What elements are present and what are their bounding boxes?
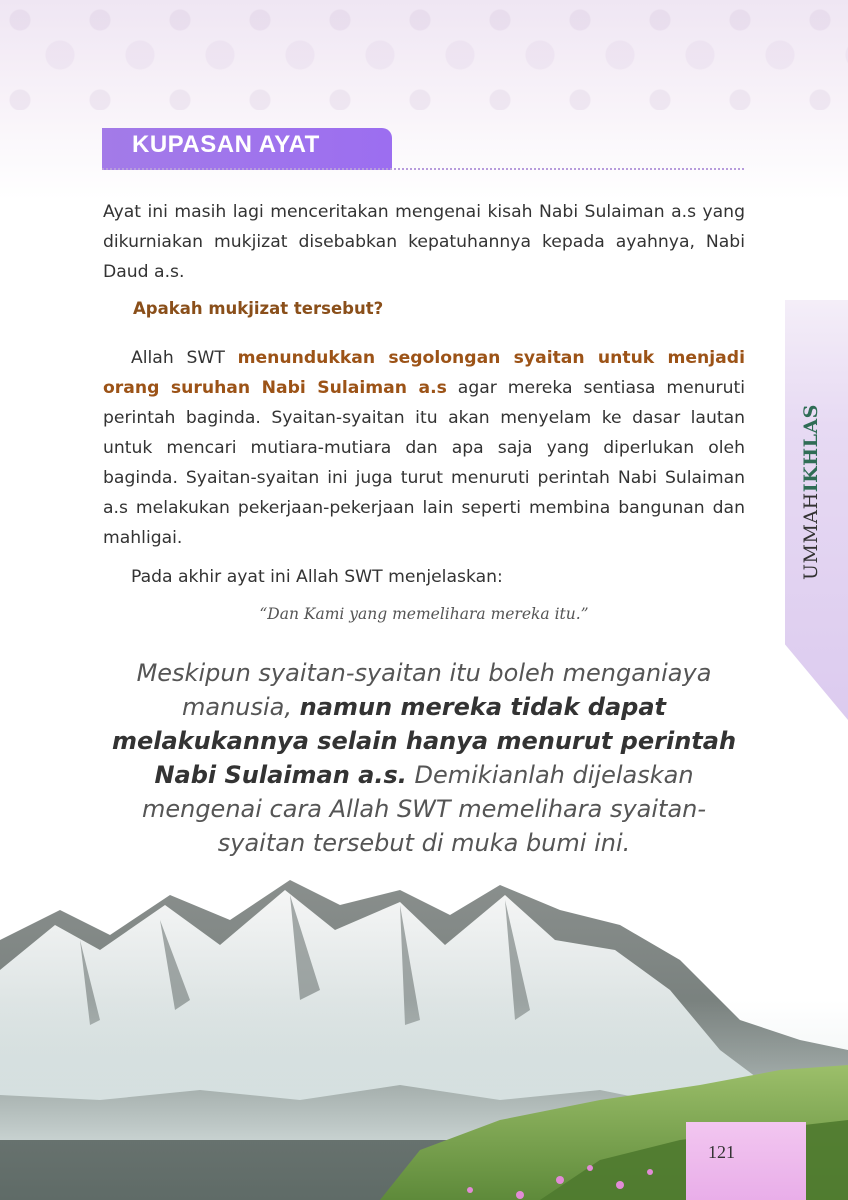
paragraph-intro: Ayat ini masih lagi menceritakan mengenai kisah Nabi Sulaiman a.s yang dikurniakan mukjizat disebabkan kepatuhannya kepada ayahnya, Nabi Daud a.s. — [103, 202, 745, 282]
section-title: KUPASAN AYAT — [132, 131, 320, 158]
callout-text — [100, 656, 748, 860]
paragraph-highlight: menundukkan segolongan syaitan untuk menjadi orang suruhan Nabi Sulaiman a.s — [103, 348, 745, 398]
side-label-ummah: UMMAH — [800, 492, 822, 580]
question-heading: Apakah mukjizat tersebut? — [133, 299, 384, 318]
callout-bold: namun mereka tidak dapat melakukannya selain hanya menurut perintah Nabi Sulaiman a.s. — [111, 693, 737, 789]
paragraph-explanation — [103, 343, 745, 553]
side-label — [800, 404, 822, 580]
page-number: 121 — [708, 1142, 735, 1162]
callout-part2: Demikianlah dijelaskan mengenai cara Allah SWT memelihara syaitan-syaitan tersebut di muka bumi ini. — [141, 761, 707, 857]
side-label-ikhlas: IKHLAS — [800, 404, 822, 493]
paragraph-lead: Allah SWT — [131, 348, 238, 368]
page-number-box — [686, 1122, 806, 1200]
paragraph-conclusion-text: Pada akhir ayat ini Allah SWT menjelaskan: — [131, 567, 503, 587]
paragraph-rest: agar mereka sentiasa menuruti perintah baginda. Syaitan-syaitan itu akan menyelam ke dasar lautan untuk mencari mutiara-mutiara dan apa saja yang diperlukan oleh baginda. Syaitan-syaitan ini juga turut menuruti perintah Nabi Sulaiman a.s melakukan pekerjaan-pekerjaan lain seperti membina bangunan dan mahligai. — [103, 378, 745, 548]
top-decorative-pattern — [0, 0, 848, 110]
verse-quote: “Dan Kami yang memelihara mereka itu.” — [259, 605, 589, 623]
callout-part1: Meskipun syaitan-syaitan itu boleh menganiaya manusia, — [136, 659, 712, 721]
header-divider — [102, 168, 744, 170]
paragraph-conclusion — [103, 562, 745, 592]
